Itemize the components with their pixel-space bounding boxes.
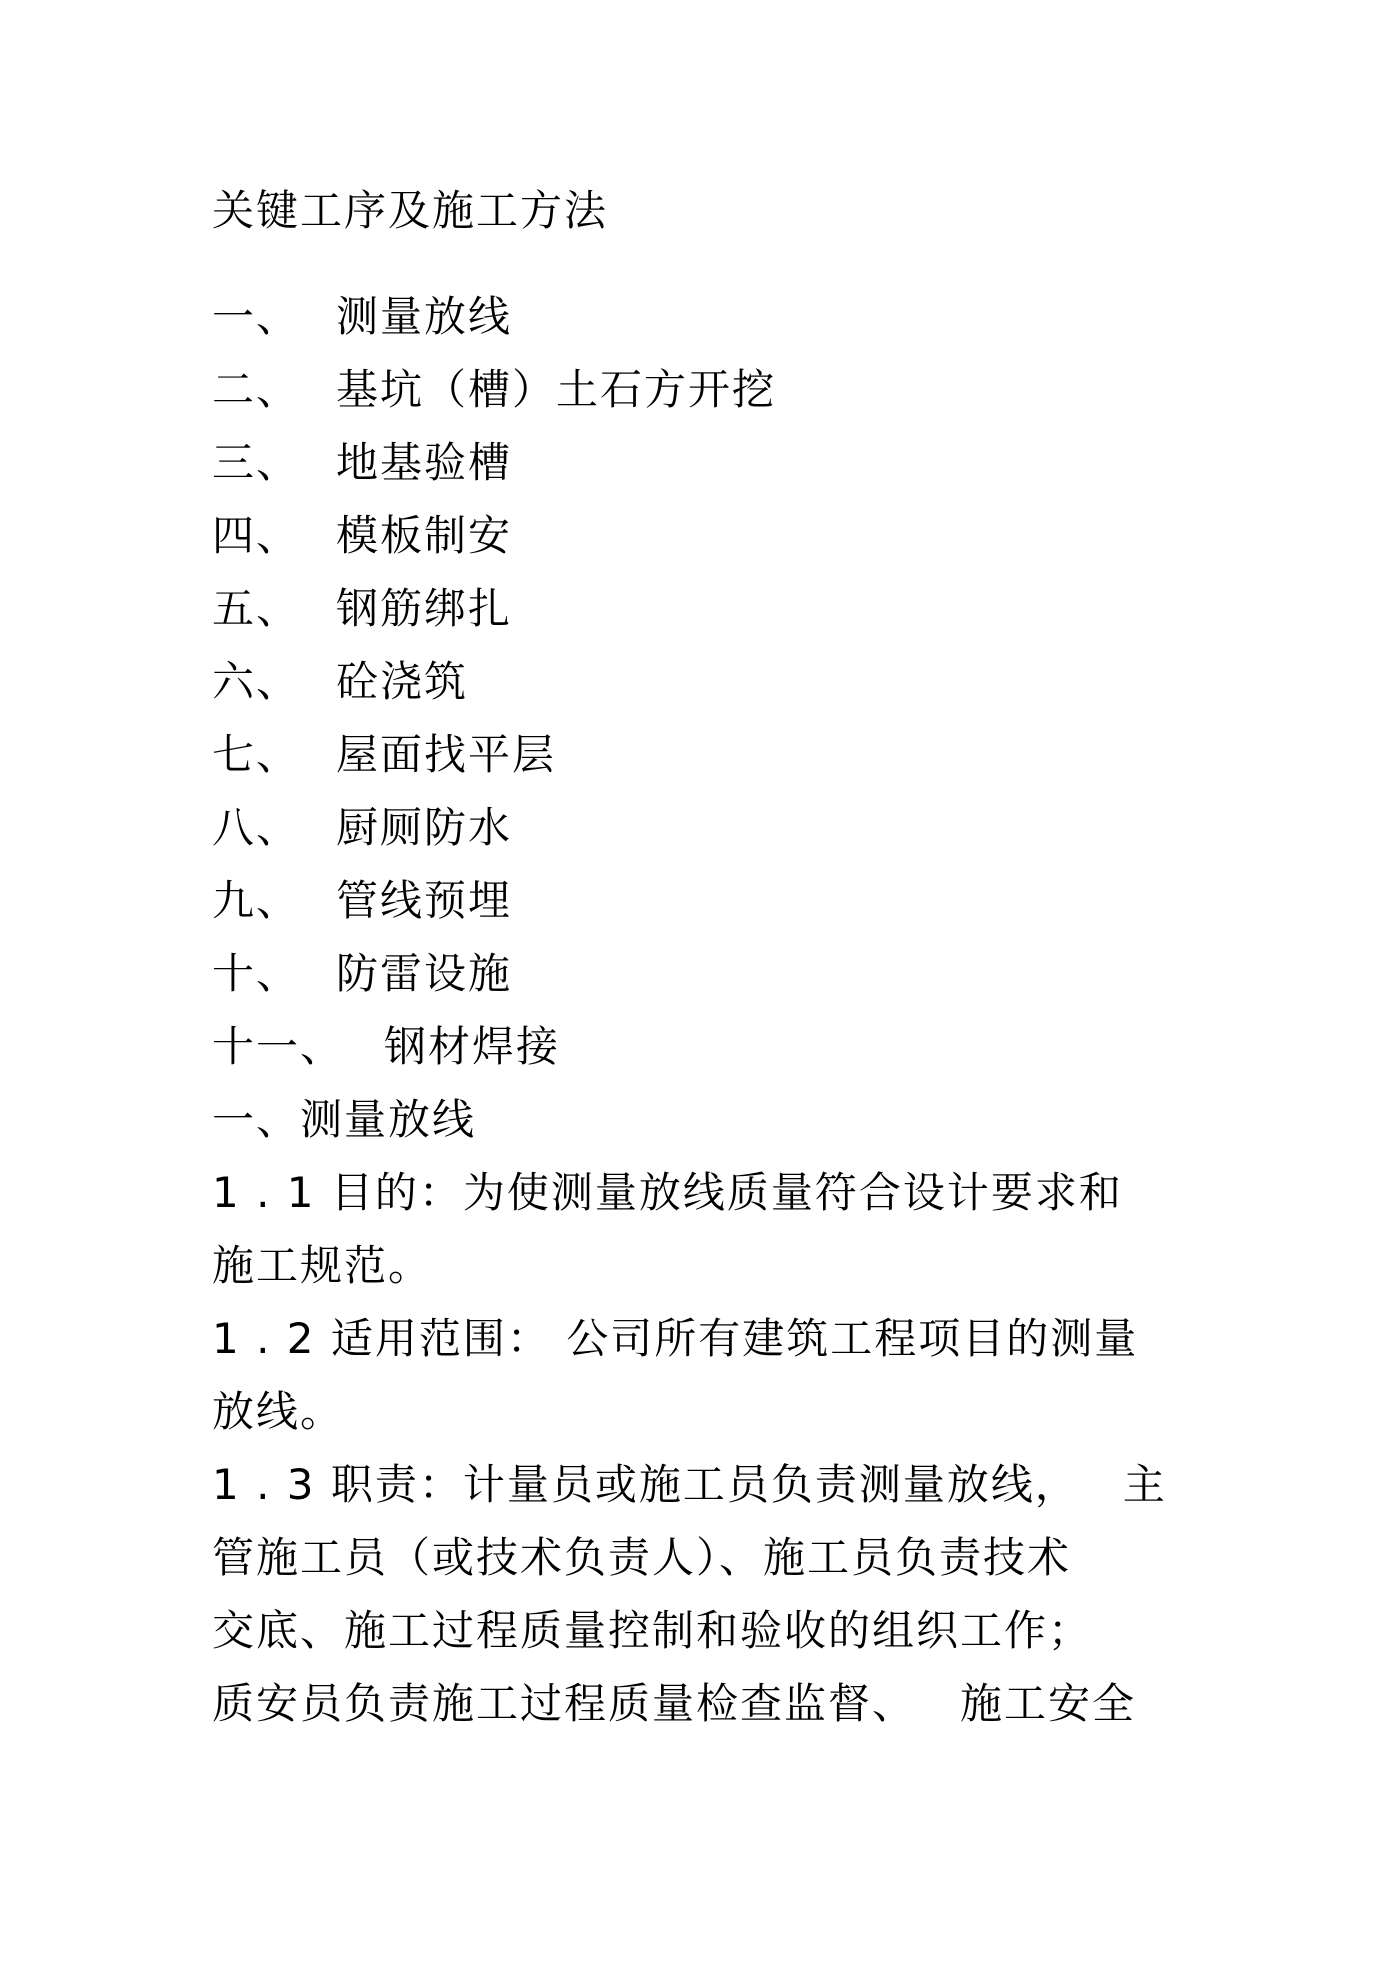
- toc-item: [212, 584, 512, 634]
- toc-item: [212, 949, 512, 999]
- section-heading: 一、测量放线: [212, 1095, 477, 1144]
- toc-item: [212, 657, 468, 707]
- document-title: 关键工序及施工方法: [212, 186, 609, 235]
- toc-item-text: 测量放线: [336, 292, 513, 341]
- toc-item-text: 防雷设施: [336, 949, 513, 998]
- toc-item-text: 钢筋绑扎: [336, 584, 513, 633]
- paragraph-segment: 质安员负责施工过程质量检查监督、: [212, 1679, 917, 1728]
- toc-item-number: 十、: [212, 949, 301, 998]
- paragraph-segment: 主: [1122, 1460, 1167, 1509]
- toc-item: [212, 292, 512, 342]
- paragraph-segment: 1 . 3 职责：计量员或施工员负责测量放线，: [212, 1460, 1079, 1509]
- toc-item: [212, 876, 512, 926]
- toc-item-number: 一、: [212, 292, 301, 341]
- toc-item: [212, 438, 512, 488]
- toc-item: [212, 1022, 560, 1072]
- toc-item: [212, 365, 776, 415]
- toc-item-number: 八、: [212, 803, 301, 852]
- toc-item-text: 地基验槽: [336, 438, 513, 487]
- toc-item-text: 砼浇筑: [336, 657, 469, 706]
- toc-item-text: 厨厕防水: [336, 803, 513, 852]
- toc-item-number: 十一、: [212, 1022, 345, 1071]
- paragraph-line: 施工规范。: [212, 1241, 433, 1290]
- toc-item-number: 二、: [212, 365, 301, 414]
- toc-item: [212, 730, 556, 780]
- paragraph-line: 交底、施工过程质量控制和验收的组织工作；: [212, 1606, 1093, 1655]
- paragraph-line: 1 . 2 适用范围： 公司所有建筑工程项目的测量: [212, 1314, 1139, 1363]
- paragraph-line: 放线。: [212, 1387, 345, 1436]
- toc-item: [212, 511, 512, 561]
- toc-item-number: 七、: [212, 730, 301, 779]
- toc-item-text: 钢材焊接: [384, 1022, 561, 1071]
- paragraph-line: 管施工员（或技术负责人）、施工员负责技术: [212, 1533, 1072, 1582]
- toc-item-text: 屋面找平层: [336, 730, 557, 779]
- toc-item-number: 九、: [212, 876, 301, 925]
- toc-item-number: 六、: [212, 657, 301, 706]
- paragraph-segment: 施工安全: [960, 1679, 1137, 1728]
- toc-item-number: 五、: [212, 584, 301, 633]
- toc-item-number: 四、: [212, 511, 301, 560]
- toc-item: [212, 803, 512, 853]
- toc-item-text: 基坑（槽）土石方开挖: [336, 365, 777, 414]
- toc-item-text: 模板制安: [336, 511, 513, 560]
- paragraph-line: [212, 1679, 1136, 1729]
- paragraph-line: 1 . 1 目的：为使测量放线质量符合设计要求和: [212, 1168, 1123, 1217]
- toc-item-number: 三、: [212, 438, 301, 487]
- paragraph-line: [212, 1460, 1167, 1510]
- toc-item-text: 管线预埋: [336, 876, 513, 925]
